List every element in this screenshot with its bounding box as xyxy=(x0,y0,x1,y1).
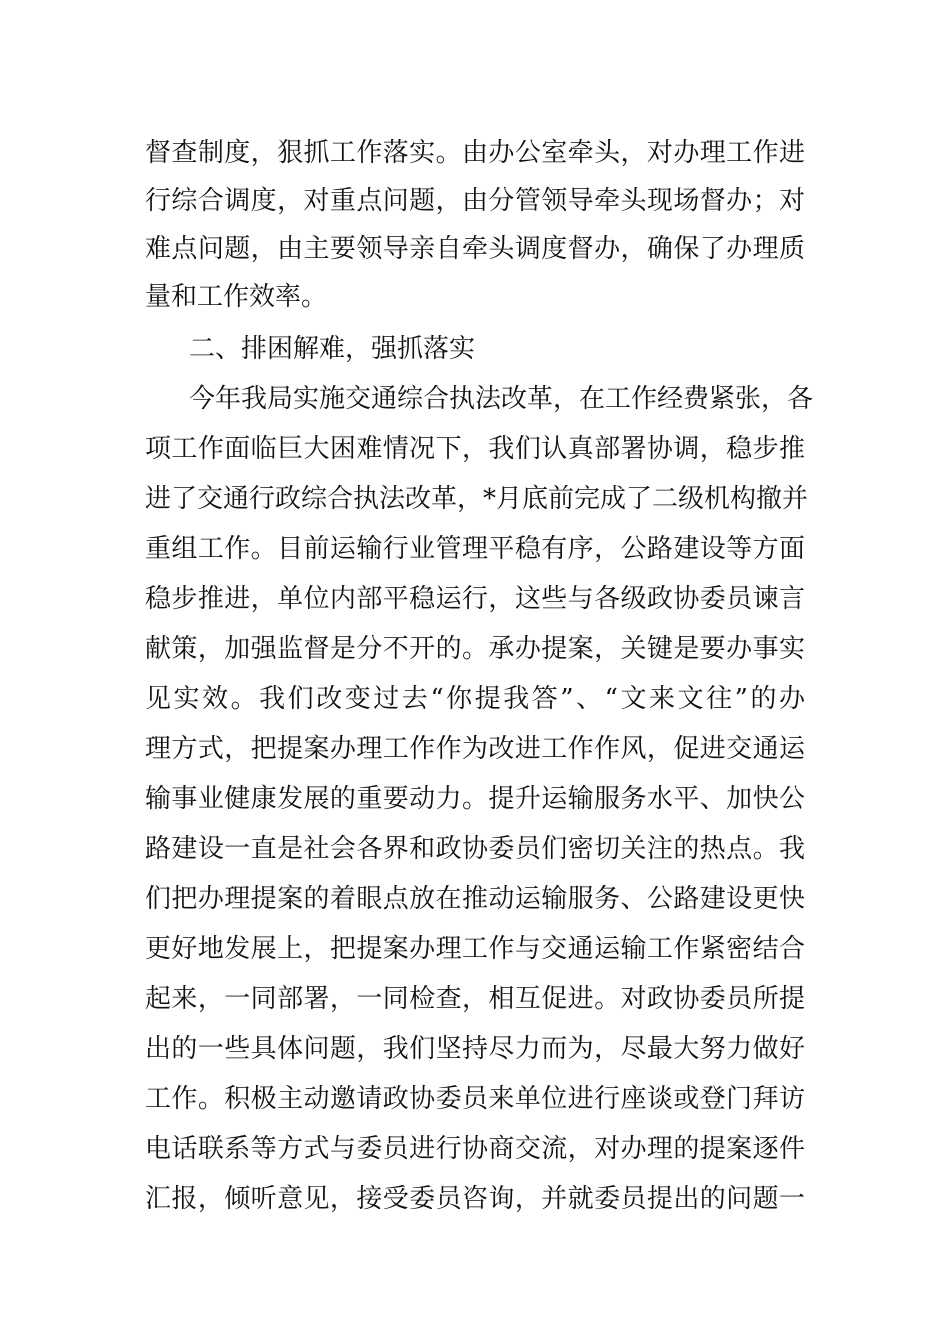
text-line: 汇报，倾听意见，接受委员咨询，并就委员提出的问题一 xyxy=(145,1184,805,1214)
text-line: 出的一些具体问题，我们坚持尽力而为，尽最大努力做好 xyxy=(145,1034,805,1064)
text-line: 们把办理提案的着眼点放在推动运输服务、公路建设更快 xyxy=(145,884,805,914)
text-line: 今年我局实施交通综合执法改革，在工作经费紧张，各 xyxy=(189,384,814,414)
text-line: 起来，一同部署，一同检查，相互促进。对政协委员所提 xyxy=(145,984,805,1014)
text-line: 进了交通行政综合执法改革，*月底前完成了二级机构撤并 xyxy=(145,484,809,514)
text-line: 电话联系等方式与委员进行协商交流，对办理的提案逐件 xyxy=(145,1134,805,1164)
text-line: 稳步推进，单位内部平稳运行，这些与各级政协委员谏言 xyxy=(145,584,805,614)
text-line: 输事业健康发展的重要动力。提升运输服务水平、加快公 xyxy=(145,784,805,814)
text-line: 献策，加强监督是分不开的。承办提案，关键是要办事实 xyxy=(145,634,805,664)
text-line: 项工作面临巨大困难情况下，我们认真部署协调，稳步推 xyxy=(145,434,805,464)
text-line: 更好地发展上，把提案办理工作与交通运输工作紧密结合 xyxy=(145,934,805,964)
text-line: 见实效。我们改变过去“你提我答”、“文来文往”的办 xyxy=(145,684,805,714)
section-heading: 二、排困解难，强抓落实 xyxy=(189,334,476,364)
text-line: 重组工作。目前运输行业管理平稳有序，公路建设等方面 xyxy=(145,534,805,564)
text-line: 督查制度，狠抓工作落实。由办公室牵头，对办理工作进 xyxy=(145,138,805,168)
text-line: 工作。积极主动邀请政协委员来单位进行座谈或登门拜访 xyxy=(145,1084,805,1114)
text-line: 理方式，把提案办理工作作为改进工作作风，促进交通运 xyxy=(145,734,805,764)
text-line: 难点问题，由主要领导亲自牵头调度督办，确保了办理质 xyxy=(145,234,805,264)
text-line: 行综合调度，对重点问题，由分管领导牵头现场督办；对 xyxy=(145,186,805,216)
text-line: 路建设一直是社会各界和政协委员们密切关注的热点。我 xyxy=(145,834,805,864)
text-line: 量和工作效率。 xyxy=(145,282,328,312)
